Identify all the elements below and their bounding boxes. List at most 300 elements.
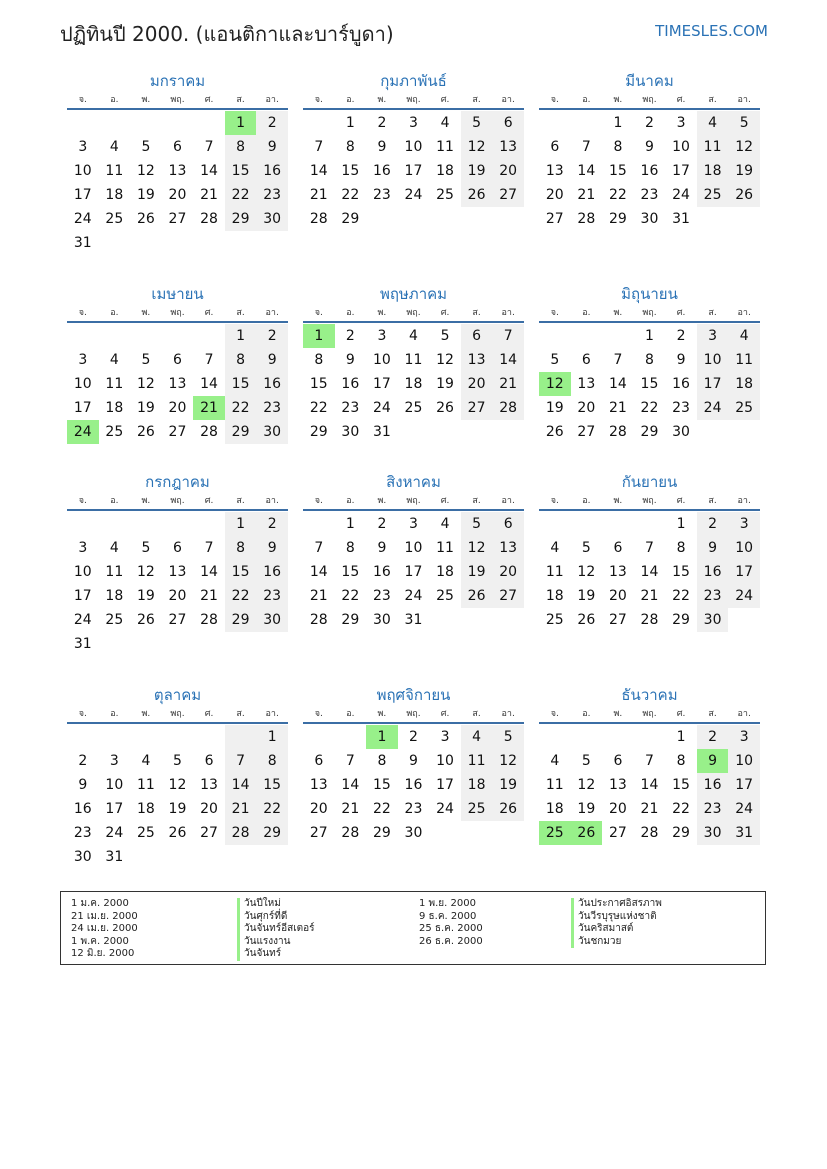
- day-cell: 11: [728, 348, 760, 372]
- empty-cell: [162, 845, 194, 869]
- weekday-label: จ.: [78, 95, 87, 105]
- weekday-label: ส.: [708, 95, 717, 105]
- day-cell: 10: [728, 749, 760, 773]
- empty-cell: [162, 324, 194, 348]
- day-cell: 15: [672, 777, 690, 793]
- legend-holiday-name: วันคริสมาสต์: [571, 923, 662, 936]
- legend-date: 1 ม.ค. 2000: [71, 898, 129, 909]
- month-8: [303, 471, 524, 632]
- day-cell: 21: [577, 187, 596, 203]
- day-cell: 19: [168, 801, 187, 817]
- day-cell: 20: [168, 400, 187, 416]
- day-cell: 23: [672, 400, 690, 416]
- day-cell: 5: [492, 725, 524, 749]
- day-grid: [303, 512, 524, 632]
- weekday-header: [539, 305, 760, 323]
- day-cell: 5: [141, 352, 151, 368]
- day-cell: 9: [697, 749, 729, 773]
- day-grid: [67, 324, 288, 444]
- day-cell: 24: [73, 612, 92, 628]
- weekday-label: พ.: [141, 709, 151, 719]
- day-cell: 8: [345, 540, 355, 556]
- day-cell: 21: [200, 187, 218, 203]
- day-cell: 29: [225, 207, 257, 231]
- empty-cell: [461, 420, 493, 444]
- day-cell: 15: [341, 564, 360, 580]
- empty-cell: [429, 821, 461, 845]
- empty-cell: [130, 231, 162, 255]
- day-cell: 25: [105, 612, 124, 628]
- day-cell: 8: [225, 135, 257, 159]
- empty-cell: [303, 111, 335, 135]
- empty-cell: [130, 845, 162, 869]
- day-cell: 9: [645, 139, 654, 155]
- day-cell: 27: [168, 211, 187, 227]
- day-cell: 17: [404, 163, 423, 179]
- weekday-label: พ.: [613, 95, 623, 105]
- day-cell: 20: [577, 400, 596, 416]
- day-cell: 24: [404, 588, 423, 604]
- day-cell: 10: [404, 139, 423, 155]
- day-cell: 28: [640, 612, 659, 628]
- day-cell: 28: [225, 821, 257, 845]
- day-cell: 4: [409, 328, 418, 344]
- day-cell: 23: [341, 400, 360, 416]
- day-cell: 5: [461, 111, 493, 135]
- weekday-label: พ.: [377, 709, 387, 719]
- empty-cell: [67, 111, 99, 135]
- day-cell: 28: [577, 211, 596, 227]
- day-cell: 21: [309, 588, 328, 604]
- day-cell: 12: [492, 749, 524, 773]
- day-cell: 21: [341, 801, 360, 817]
- weekday-label: จ.: [78, 496, 87, 506]
- day-cell: 10: [672, 139, 690, 155]
- day-cell: 9: [377, 540, 387, 556]
- legend-holiday-name: วันแรงงาน: [237, 936, 315, 949]
- day-cell: 6: [314, 753, 324, 769]
- day-cell: 2: [377, 516, 387, 532]
- weekday-label: ส.: [708, 308, 717, 318]
- day-cell: 16: [256, 560, 288, 584]
- weekday-label: ศ.: [676, 95, 686, 105]
- day-cell: 27: [461, 396, 493, 420]
- day-cell: 27: [608, 825, 627, 841]
- day-grid: [303, 725, 524, 845]
- day-cell: 21: [640, 588, 659, 604]
- legend-date: 1 พ.ค. 2000: [71, 935, 129, 947]
- month-name: พฤศจิกายน: [376, 686, 451, 704]
- empty-cell: [99, 632, 131, 656]
- day-cell: 4: [440, 115, 450, 131]
- day-cell: 17: [697, 372, 729, 396]
- day-cell: 27: [168, 424, 187, 440]
- weekday-label: อ.: [582, 496, 591, 506]
- weekday-label: อา.: [737, 95, 751, 105]
- day-cell: 10: [436, 753, 454, 769]
- day-cell: 24: [436, 801, 454, 817]
- day-cell: 25: [436, 187, 454, 203]
- day-cell: 1: [645, 328, 654, 344]
- day-cell: 11: [545, 777, 564, 793]
- month-name: กรกฎาคม: [145, 473, 210, 491]
- empty-cell: [539, 512, 571, 536]
- empty-cell: [492, 420, 524, 444]
- day-cell: 11: [697, 135, 729, 159]
- day-cell: 26: [728, 183, 760, 207]
- day-cell: 25: [728, 396, 760, 420]
- weekday-header: [303, 493, 524, 511]
- empty-cell: [99, 725, 131, 749]
- day-cell: 3: [409, 516, 418, 532]
- day-cell: 25: [539, 821, 571, 845]
- weekday-label: พฤ.: [642, 496, 657, 506]
- month-6: [539, 283, 760, 444]
- day-cell: 14: [309, 163, 328, 179]
- day-cell: 6: [550, 139, 560, 155]
- legend-date: 1 พ.ย. 2000: [419, 898, 476, 909]
- legend-names-left: [237, 898, 315, 961]
- empty-cell: [492, 207, 524, 231]
- legend-holiday-name: วันชกมวย: [571, 936, 662, 949]
- day-cell: 12: [577, 564, 596, 580]
- day-cell: 2: [256, 111, 288, 135]
- day-cell: 26: [461, 584, 493, 608]
- day-cell: 15: [672, 564, 690, 580]
- weekday-header: [539, 493, 760, 511]
- empty-cell: [461, 207, 493, 231]
- empty-cell: [256, 231, 288, 255]
- legend-holiday-name: วันศุกร์ที่ดี: [237, 911, 315, 924]
- weekday-label: พ.: [141, 496, 151, 506]
- day-cell: 5: [581, 753, 591, 769]
- empty-cell: [99, 231, 131, 255]
- day-cell: 25: [136, 825, 155, 841]
- weekday-label: อา.: [737, 496, 751, 506]
- empty-cell: [539, 111, 571, 135]
- weekday-label: อ.: [346, 496, 355, 506]
- day-cell: 15: [640, 376, 659, 392]
- legend-holiday-name: วันปีใหม่: [237, 898, 315, 911]
- empty-cell: [492, 821, 524, 845]
- day-cell: 15: [341, 163, 360, 179]
- day-cell: 18: [436, 564, 454, 580]
- day-cell: 28: [492, 396, 524, 420]
- day-cell: 17: [372, 376, 391, 392]
- day-cell: 12: [136, 564, 155, 580]
- day-cell: 8: [225, 348, 257, 372]
- day-cell: 14: [640, 564, 659, 580]
- weekday-label: อ.: [110, 308, 119, 318]
- month-name: มกราคม: [149, 72, 206, 90]
- day-cell: 13: [168, 163, 187, 179]
- day-cell: 30: [697, 608, 729, 632]
- day-cell: 27: [608, 612, 627, 628]
- weekday-label: อ.: [346, 95, 355, 105]
- day-cell: 13: [168, 564, 187, 580]
- empty-cell: [130, 324, 162, 348]
- day-cell: 25: [105, 211, 124, 227]
- empty-cell: [398, 207, 430, 231]
- day-cell: 30: [256, 420, 288, 444]
- day-cell: 10: [105, 777, 124, 793]
- weekday-label: อ.: [346, 709, 355, 719]
- empty-cell: [130, 512, 162, 536]
- weekday-header: [67, 92, 288, 110]
- day-cell: 26: [436, 400, 454, 416]
- weekday-label: อ.: [110, 95, 119, 105]
- day-cell: 3: [697, 324, 729, 348]
- day-cell: 1: [225, 512, 257, 536]
- day-cell: 11: [105, 163, 124, 179]
- day-cell: 19: [577, 801, 596, 817]
- day-cell: 3: [728, 512, 760, 536]
- day-cell: 1: [225, 324, 257, 348]
- day-cell: 27: [492, 584, 524, 608]
- day-cell: 15: [225, 372, 257, 396]
- day-cell: 18: [105, 400, 124, 416]
- day-cell: 30: [640, 211, 659, 227]
- day-cell: 17: [436, 777, 454, 793]
- month-9: [539, 471, 760, 632]
- day-cell: 23: [372, 588, 391, 604]
- empty-cell: [335, 725, 367, 749]
- empty-cell: [162, 111, 194, 135]
- weekday-label: พฤ.: [170, 496, 185, 506]
- empty-cell: [366, 207, 398, 231]
- empty-cell: [571, 111, 603, 135]
- day-cell: 25: [436, 588, 454, 604]
- day-cell: 7: [225, 749, 257, 773]
- day-cell: 4: [461, 725, 493, 749]
- weekday-label: พฤ.: [170, 709, 185, 719]
- brand-link[interactable]: TIMESLES.COM: [655, 22, 768, 40]
- day-cell: 4: [109, 139, 119, 155]
- day-cell: 30: [73, 849, 92, 865]
- day-cell: 22: [640, 400, 659, 416]
- empty-cell: [193, 632, 225, 656]
- month-7: [67, 471, 288, 656]
- day-cell: 21: [640, 801, 659, 817]
- day-cell: 28: [309, 211, 328, 227]
- weekday-label: พฤ.: [642, 709, 657, 719]
- day-cell: 4: [109, 352, 119, 368]
- holiday-legend: [60, 891, 766, 965]
- month-4: [67, 283, 288, 444]
- empty-cell: [67, 324, 99, 348]
- empty-cell: [539, 725, 571, 749]
- day-cell: 6: [581, 352, 591, 368]
- day-cell: 16: [697, 560, 729, 584]
- day-cell: 4: [697, 111, 729, 135]
- day-cell: 20: [492, 560, 524, 584]
- day-cell: 24: [372, 400, 391, 416]
- day-cell: 24: [697, 396, 729, 420]
- day-cell: 28: [640, 825, 659, 841]
- legend-date: 26 ธ.ค. 2000: [419, 935, 483, 947]
- day-cell: 9: [697, 536, 729, 560]
- day-cell: 3: [78, 540, 88, 556]
- day-cell: 9: [377, 139, 387, 155]
- day-cell: 13: [545, 163, 564, 179]
- day-cell: 12: [168, 777, 187, 793]
- day-cell: 6: [492, 111, 524, 135]
- day-cell: 20: [168, 187, 187, 203]
- weekday-label: ส.: [472, 95, 481, 105]
- day-cell: 16: [672, 376, 690, 392]
- month-5: [303, 283, 524, 444]
- empty-cell: [461, 821, 493, 845]
- day-cell: 4: [550, 540, 560, 556]
- weekday-label: ส.: [236, 308, 245, 318]
- empty-cell: [303, 725, 335, 749]
- day-cell: 18: [545, 588, 564, 604]
- day-cell: 19: [492, 773, 524, 797]
- day-cell: 26: [577, 612, 596, 628]
- day-cell: 17: [728, 773, 760, 797]
- day-cell: 5: [550, 352, 560, 368]
- day-cell: 23: [256, 183, 288, 207]
- day-cell: 31: [728, 821, 760, 845]
- empty-cell: [130, 111, 162, 135]
- day-cell: 2: [78, 753, 88, 769]
- weekday-label: พฤ.: [406, 95, 421, 105]
- day-cell: 14: [608, 376, 627, 392]
- day-cell: 2: [676, 328, 686, 344]
- day-cell: 28: [341, 825, 360, 841]
- empty-cell: [256, 632, 288, 656]
- day-cell: 7: [613, 352, 623, 368]
- legend-dates-left: [71, 898, 138, 961]
- weekday-label: ส.: [472, 496, 481, 506]
- weekday-label: ส.: [708, 709, 717, 719]
- day-cell: 24: [67, 420, 99, 444]
- weekday-label: พฤ.: [170, 308, 185, 318]
- legend-dates-right: [419, 898, 483, 948]
- day-cell: 5: [728, 111, 760, 135]
- weekday-label: อ.: [346, 308, 355, 318]
- day-cell: 21: [492, 372, 524, 396]
- weekday-header: [303, 706, 524, 724]
- weekday-label: จ.: [550, 308, 559, 318]
- day-cell: 3: [109, 753, 119, 769]
- day-cell: 15: [256, 773, 288, 797]
- day-cell: 22: [256, 797, 288, 821]
- empty-cell: [99, 324, 131, 348]
- day-cell: 3: [377, 328, 387, 344]
- day-cell: 29: [640, 424, 659, 440]
- legend-names-right: [571, 898, 662, 948]
- weekday-label: ศ.: [440, 95, 450, 105]
- day-cell: 12: [136, 163, 155, 179]
- weekday-label: พ.: [377, 308, 387, 318]
- day-cell: 19: [545, 400, 564, 416]
- day-cell: 24: [728, 584, 760, 608]
- empty-cell: [697, 207, 729, 231]
- day-cell: 17: [73, 588, 92, 604]
- day-cell: 28: [200, 211, 218, 227]
- month-name: กุมภาพันธ์: [380, 72, 447, 90]
- empty-cell: [602, 512, 634, 536]
- day-cell: 20: [168, 588, 187, 604]
- day-cell: 30: [341, 424, 360, 440]
- day-cell: 19: [136, 400, 155, 416]
- weekday-header: [539, 706, 760, 724]
- day-cell: 8: [256, 749, 288, 773]
- day-cell: 24: [672, 187, 690, 203]
- day-cell: 14: [200, 163, 218, 179]
- day-cell: 8: [377, 753, 387, 769]
- weekday-label: อ.: [110, 709, 119, 719]
- day-cell: 13: [577, 376, 596, 392]
- day-cell: 7: [492, 324, 524, 348]
- empty-cell: [162, 725, 194, 749]
- day-cell: 1: [256, 725, 288, 749]
- day-cell: 2: [345, 328, 355, 344]
- day-grid: [539, 111, 760, 231]
- day-cell: 26: [492, 797, 524, 821]
- legend-date: 9 ธ.ค. 2000: [419, 910, 477, 922]
- day-cell: 3: [676, 115, 686, 131]
- day-cell: 22: [672, 801, 690, 817]
- day-cell: 13: [461, 348, 493, 372]
- day-cell: 18: [105, 588, 124, 604]
- day-cell: 3: [728, 725, 760, 749]
- weekday-label: พ.: [613, 496, 623, 506]
- month-2: [303, 70, 524, 231]
- empty-cell: [193, 231, 225, 255]
- empty-cell: [99, 111, 131, 135]
- day-cell: 9: [78, 777, 88, 793]
- legend-date: 24 เม.ย. 2000: [71, 923, 138, 934]
- day-cell: 30: [256, 207, 288, 231]
- day-cell: 2: [697, 725, 729, 749]
- day-cell: 22: [341, 588, 360, 604]
- weekday-label: อา.: [265, 308, 279, 318]
- weekday-label: ส.: [472, 308, 481, 318]
- day-cell: 1: [676, 729, 686, 745]
- day-cell: 24: [404, 187, 423, 203]
- day-cell: 8: [345, 139, 355, 155]
- empty-cell: [193, 111, 225, 135]
- day-cell: 29: [341, 612, 360, 628]
- day-cell: 8: [676, 540, 686, 556]
- empty-cell: [193, 512, 225, 536]
- weekday-label: พ.: [377, 496, 387, 506]
- day-cell: 8: [225, 536, 257, 560]
- day-cell: 27: [200, 825, 218, 841]
- day-cell: 4: [109, 540, 119, 556]
- legend-date: 21 เม.ย. 2000: [71, 910, 138, 922]
- legend-date: 25 ธ.ค. 2000: [419, 923, 483, 934]
- day-cell: 12: [461, 536, 493, 560]
- day-cell: 31: [672, 211, 690, 227]
- day-cell: 30: [404, 825, 423, 841]
- legend-date: 12 มิ.ย. 2000: [71, 948, 135, 959]
- day-cell: 5: [173, 753, 182, 769]
- day-cell: 16: [640, 163, 659, 179]
- month-10: [67, 684, 288, 869]
- weekday-label: ศ.: [204, 496, 214, 506]
- day-cell: 22: [672, 588, 690, 604]
- day-cell: 6: [613, 540, 623, 556]
- empty-cell: [225, 231, 257, 255]
- weekday-label: อา.: [501, 95, 515, 105]
- day-cell: 10: [372, 352, 391, 368]
- empty-cell: [429, 207, 461, 231]
- day-cell: 4: [550, 753, 560, 769]
- day-cell: 23: [73, 825, 92, 841]
